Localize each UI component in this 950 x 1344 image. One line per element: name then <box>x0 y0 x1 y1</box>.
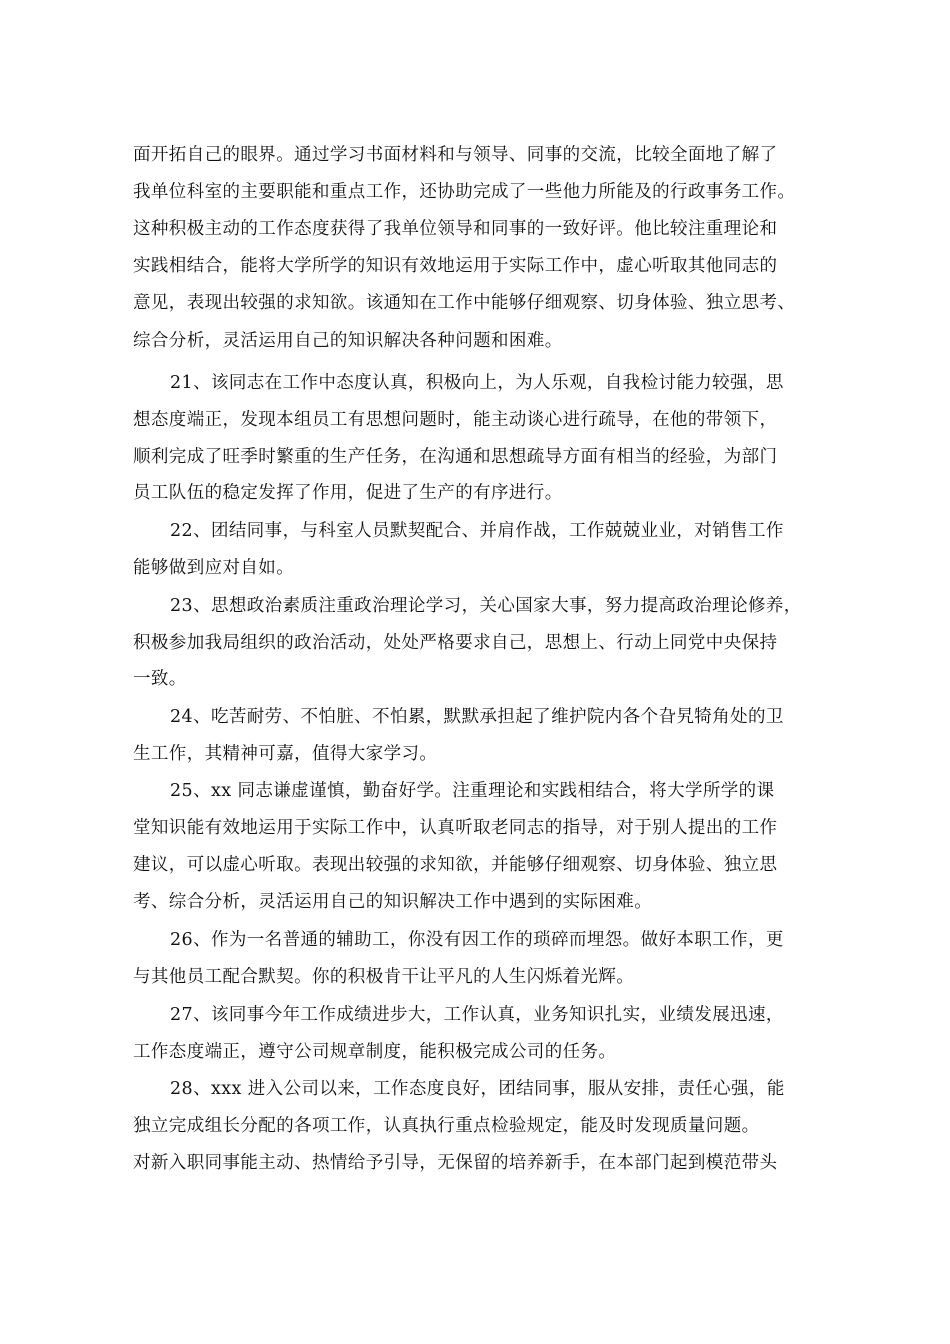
text-line: 对新入职同事能主动、热情给予引导，无保留的培养新手，在本部门起到模范带头 <box>133 1153 778 1173</box>
paragraph-23-first-line: 23、思想政治素质注重政治理论学习，关心国家大事，努力提高政治理论修养， <box>170 596 802 616</box>
paragraph-27-first-line: 27、该同事今年工作成绩进步大，工作认真，业务知识扎实，业绩发展迅速， <box>170 1005 784 1025</box>
text-line: 我单位科室的主要职能和重点工作，还协助完成了一些他力所能及的行政事务工作。 <box>133 182 796 202</box>
text-line: 工作态度端正，遵守公司规章制度，能积极完成公司的任务。 <box>133 1042 617 1062</box>
paragraph-22-first-line: 22、团结同事，与科室人员默契配合、并肩作战，工作兢兢业业，对销售工作 <box>170 521 784 541</box>
text-line: 与其他员工配合默契。你的积极肯干让平凡的人生闪烁着光辉。 <box>133 967 635 987</box>
text-line: 意见，表现出较强的求知欲。该通知在工作中能够仔细观察、切身体验、独立思考、 <box>133 293 796 313</box>
paragraph-21-first-line: 21、该同志在工作中态度认真，积极向上，为人乐观，自我检讨能力较强，思 <box>170 373 784 393</box>
text-line: 综合分析，灵活运用自己的知识解决各种问题和困难。 <box>133 331 563 351</box>
text-line: 考、综合分析，灵活运用自己的知识解决工作中遇到的实际困难。 <box>133 892 653 912</box>
text-line: 面开拓自己的眼界。通过学习书面材料和与领导、同事的交流，比较全面地了解了 <box>133 145 778 165</box>
text-line: 建议，可以虚心听取。表现出较强的求知欲，并能够仔细观察、切身体验、独立思 <box>133 855 778 875</box>
text-line: 顺利完成了旺季时繁重的生产任务，在沟通和思想疏导方面有相当的经验，为部门 <box>133 447 778 467</box>
text-line: 堂知识能有效地运用于实际工作中，认真听取老同志的指导，对于别人提出的工作 <box>133 818 778 838</box>
text-line: 这种积极主动的工作态度获得了我单位领导和同事的一致好评。他比较注重理论和 <box>133 219 778 239</box>
text-line: 独立完成组长分配的各项工作，认真执行重点检验规定，能及时发现质量问题。 <box>133 1116 760 1136</box>
text-line: 生工作，其精神可嘉，值得大家学习。 <box>133 744 438 764</box>
paragraph-25-first-line: 25、xx 同志谦虚谨慎，勤奋好学。注重理论和实践相结合，将大学所学的课 <box>170 781 775 801</box>
text-line: 想态度端正，发现本组员工有思想问题时，能主动谈心进行疏导，在他的带领下， <box>133 410 778 430</box>
text-line: 员工队伍的稳定发挥了作用，促进了生产的有序进行。 <box>133 483 563 503</box>
text-line: 一致。 <box>133 669 187 689</box>
text-line: 积极参加我局组织的政治活动，处处严格要求自己，思想上、行动上同党中央保持 <box>133 633 778 653</box>
text-line: 能够做到应对自如。 <box>133 558 295 578</box>
text-line: 实践相结合，能将大学所学的知识有效地运用于实际工作中，虚心听取其他同志的 <box>133 256 778 276</box>
paragraph-28-first-line: 28、xxx 进入公司以来，工作态度良好，团结同事，服从安排，责任心强，能 <box>170 1079 785 1099</box>
paragraph-26-first-line: 26、作为一名普通的辅助工，你没有因工作的琐碎而埋怨。做好本职工作，更 <box>170 930 784 950</box>
paragraph-24-first-line: 24、吃苦耐劳、不怕脏、不怕累，默默承担起了维护院内各个旮旯犄角处的卫 <box>170 707 784 727</box>
